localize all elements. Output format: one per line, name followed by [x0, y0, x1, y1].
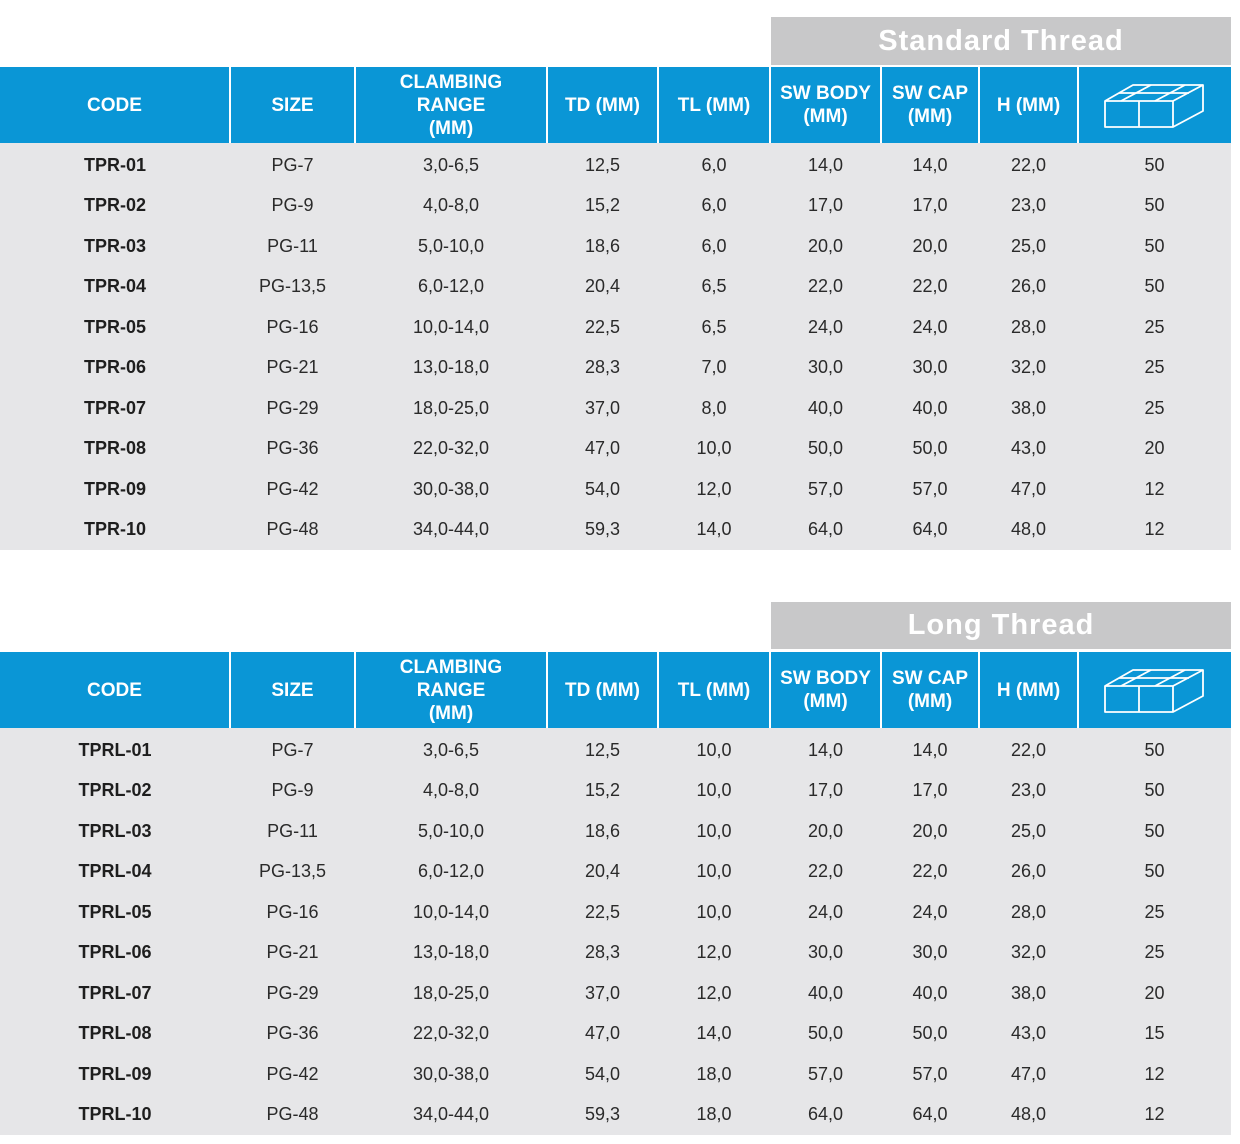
- table-row: [0, 1014, 1231, 1055]
- tl-cell: 10,0: [696, 820, 732, 841]
- sw-body-cell: 14,0: [807, 154, 844, 175]
- column-header-size: SIZE: [230, 652, 355, 728]
- size-cell: PG-9: [271, 780, 314, 801]
- column-header-package: [1078, 652, 1231, 728]
- table-body: [0, 728, 1231, 1135]
- spec-table: [0, 652, 1231, 1135]
- h-cell: 25,0: [1010, 235, 1047, 256]
- td-cell: 59,3: [584, 1104, 621, 1125]
- h-cell: 48,0: [1010, 1104, 1047, 1125]
- td-cell: 37,0: [584, 397, 621, 418]
- sw-cap-cell: 22,0: [912, 276, 948, 297]
- size-cell: PG-29: [266, 397, 319, 418]
- quantity-cell: 25: [1144, 901, 1165, 922]
- table-row: [0, 933, 1231, 974]
- tl-cell: 10,0: [696, 780, 732, 801]
- tl-cell: 6,0: [701, 154, 727, 175]
- column-header-tl: TL (MM): [658, 67, 770, 143]
- range-cell: 13,0-18,0: [412, 357, 490, 378]
- range-cell: 22,0-32,0: [412, 438, 490, 459]
- tl-cell: 8,0: [701, 397, 727, 418]
- size-cell: PG-13,5: [258, 861, 327, 882]
- column-header-size: SIZE: [230, 67, 355, 143]
- tl-cell: 10,0: [696, 861, 732, 882]
- column-header-code: CODE: [0, 67, 230, 143]
- sw-body-cell: 64,0: [807, 519, 844, 540]
- tl-cell: 12,0: [696, 942, 732, 963]
- range-cell: 5,0-10,0: [417, 235, 485, 256]
- tl-cell: 12,0: [696, 478, 732, 499]
- code-cell: TPRL-08: [78, 1023, 152, 1044]
- table-row: [0, 307, 1231, 348]
- quantity-cell: 50: [1144, 739, 1165, 760]
- table-row: [0, 892, 1231, 933]
- quantity-cell: 25: [1144, 397, 1165, 418]
- sw-body-cell: 57,0: [807, 478, 844, 499]
- column-header-td: TD (MM): [547, 67, 658, 143]
- tl-cell: 14,0: [696, 519, 732, 540]
- code-cell: TPR-04: [83, 276, 146, 297]
- header-row: [0, 67, 1231, 143]
- sw-cap-cell: 22,0: [912, 861, 948, 882]
- table-row: [0, 811, 1231, 852]
- table-row: [0, 728, 1231, 771]
- range-cell: 3,0-6,5: [422, 154, 480, 175]
- section-title: Long Thread: [771, 602, 1231, 649]
- sw-cap-cell: 57,0: [912, 1063, 948, 1084]
- code-cell: TPR-06: [83, 357, 146, 378]
- range-cell: 10,0-14,0: [412, 901, 490, 922]
- size-cell: PG-16: [266, 316, 319, 337]
- h-cell: 22,0: [1010, 154, 1047, 175]
- h-cell: 38,0: [1010, 982, 1047, 1003]
- sw-body-cell: 17,0: [807, 780, 844, 801]
- size-cell: PG-36: [266, 1023, 319, 1044]
- quantity-cell: 15: [1144, 1023, 1165, 1044]
- sw-body-cell: 24,0: [807, 316, 844, 337]
- column-header-range: CLAMBING RANGE (MM): [355, 652, 547, 728]
- spec-table: [0, 67, 1231, 550]
- tl-cell: 10,0: [696, 739, 732, 760]
- sw-body-cell: 20,0: [807, 235, 844, 256]
- sw-cap-cell: 24,0: [912, 316, 948, 337]
- sw-cap-cell: 57,0: [912, 478, 948, 499]
- tl-cell: 7,0: [701, 357, 727, 378]
- sw-body-cell: 40,0: [807, 982, 844, 1003]
- td-cell: 15,2: [584, 780, 621, 801]
- sw-body-cell: 57,0: [807, 1063, 844, 1084]
- size-cell: PG-7: [271, 739, 314, 760]
- range-cell: 18,0-25,0: [412, 397, 490, 418]
- code-cell: TPRL-07: [78, 982, 152, 1003]
- h-cell: 48,0: [1010, 519, 1047, 540]
- column-header-h: H (MM): [979, 67, 1078, 143]
- tl-cell: 18,0: [696, 1104, 732, 1125]
- column-header-sw-cap: SW CAP (MM): [881, 652, 979, 728]
- size-cell: PG-11: [267, 820, 318, 841]
- size-cell: PG-29: [266, 982, 319, 1003]
- quantity-cell: 50: [1144, 154, 1165, 175]
- column-header-sw-cap: SW CAP (MM): [881, 67, 979, 143]
- boxes-icon: [1103, 666, 1207, 714]
- td-cell: 20,4: [584, 276, 621, 297]
- h-cell: 26,0: [1010, 861, 1047, 882]
- quantity-cell: 12: [1144, 1104, 1165, 1125]
- td-cell: 22,5: [584, 901, 621, 922]
- quantity-cell: 25: [1144, 357, 1165, 378]
- table-row: [0, 469, 1231, 510]
- code-cell: TPRL-04: [78, 861, 152, 882]
- quantity-cell: 25: [1144, 316, 1165, 337]
- column-header-h: H (MM): [979, 652, 1078, 728]
- h-cell: 25,0: [1010, 820, 1047, 841]
- h-cell: 26,0: [1010, 276, 1047, 297]
- range-cell: 3,0-6,5: [422, 739, 480, 760]
- table-row: [0, 1054, 1231, 1095]
- sw-body-cell: 40,0: [807, 397, 844, 418]
- sw-cap-cell: 64,0: [912, 519, 948, 540]
- sw-cap-cell: 17,0: [912, 195, 948, 216]
- range-cell: 4,0-8,0: [422, 780, 480, 801]
- sw-body-cell: 30,0: [807, 357, 844, 378]
- quantity-cell: 25: [1144, 942, 1165, 963]
- quantity-cell: 20: [1144, 438, 1165, 459]
- code-cell: TPRL-01: [78, 739, 152, 760]
- code-cell: TPRL-09: [78, 1063, 152, 1084]
- section-title: Standard Thread: [771, 17, 1231, 65]
- table-row: [0, 226, 1231, 267]
- sw-cap-cell: 14,0: [912, 154, 948, 175]
- table-row: [0, 771, 1231, 812]
- sw-cap-cell: 20,0: [912, 820, 948, 841]
- h-cell: 38,0: [1010, 397, 1047, 418]
- td-cell: 18,6: [584, 235, 621, 256]
- sw-cap-cell: 30,0: [912, 357, 948, 378]
- column-header-code: CODE: [0, 652, 230, 728]
- h-cell: 47,0: [1010, 478, 1047, 499]
- sw-body-cell: 22,0: [807, 861, 844, 882]
- quantity-cell: 50: [1144, 276, 1165, 297]
- h-cell: 43,0: [1010, 1023, 1047, 1044]
- column-header-tl: TL (MM): [658, 652, 770, 728]
- range-cell: 34,0-44,0: [412, 1104, 490, 1125]
- h-cell: 32,0: [1010, 357, 1047, 378]
- size-cell: PG-36: [266, 438, 319, 459]
- range-cell: 6,0-12,0: [417, 861, 485, 882]
- quantity-cell: 12: [1144, 478, 1165, 499]
- sw-cap-cell: 50,0: [912, 438, 948, 459]
- size-cell: PG-13,5: [258, 276, 327, 297]
- sw-cap-cell: 24,0: [912, 901, 948, 922]
- quantity-cell: 12: [1144, 519, 1165, 540]
- h-cell: 22,0: [1010, 739, 1047, 760]
- code-cell: TPRL-06: [78, 942, 152, 963]
- tl-cell: 14,0: [696, 1023, 732, 1044]
- quantity-cell: 50: [1144, 195, 1165, 216]
- table-row: [0, 388, 1231, 429]
- table-row: [0, 348, 1231, 389]
- h-cell: 23,0: [1010, 780, 1047, 801]
- sw-body-cell: 22,0: [807, 276, 844, 297]
- table-row: [0, 186, 1231, 227]
- sw-cap-cell: 20,0: [912, 235, 948, 256]
- size-cell: PG-21: [266, 942, 319, 963]
- range-cell: 6,0-12,0: [417, 276, 485, 297]
- code-cell: TPR-02: [83, 195, 146, 216]
- code-cell: TPR-03: [83, 235, 146, 256]
- sw-cap-cell: 14,0: [912, 739, 948, 760]
- td-cell: 20,4: [584, 861, 621, 882]
- table-row: [0, 267, 1231, 308]
- sw-cap-cell: 50,0: [912, 1023, 948, 1044]
- range-cell: 34,0-44,0: [412, 519, 490, 540]
- tl-cell: 18,0: [696, 1063, 732, 1084]
- table-row: [0, 973, 1231, 1014]
- range-cell: 13,0-18,0: [412, 942, 490, 963]
- tl-cell: 6,5: [701, 316, 727, 337]
- td-cell: 18,6: [584, 820, 621, 841]
- tl-cell: 6,5: [701, 276, 727, 297]
- td-cell: 12,5: [584, 739, 621, 760]
- sw-body-cell: 50,0: [807, 1023, 844, 1044]
- sw-body-cell: 17,0: [807, 195, 844, 216]
- size-cell: PG-16: [266, 901, 319, 922]
- h-cell: 28,0: [1010, 316, 1047, 337]
- code-cell: TPR-09: [83, 478, 146, 499]
- h-cell: 47,0: [1010, 1063, 1047, 1084]
- h-cell: 23,0: [1010, 195, 1047, 216]
- quantity-cell: 50: [1144, 820, 1165, 841]
- code-cell: TPR-07: [83, 397, 146, 418]
- boxes-icon: [1103, 81, 1207, 129]
- sw-cap-cell: 40,0: [912, 397, 948, 418]
- h-cell: 32,0: [1010, 942, 1047, 963]
- code-cell: TPRL-10: [78, 1104, 152, 1125]
- range-cell: 10,0-14,0: [412, 316, 490, 337]
- code-cell: TPRL-02: [78, 780, 152, 801]
- range-cell: 4,0-8,0: [422, 195, 480, 216]
- column-header-sw-body: SW BODY (MM): [770, 67, 881, 143]
- code-cell: TPRL-05: [78, 901, 152, 922]
- h-cell: 43,0: [1010, 438, 1047, 459]
- code-cell: TPR-10: [83, 519, 146, 540]
- tl-cell: 10,0: [696, 901, 732, 922]
- range-cell: 30,0-38,0: [412, 1063, 490, 1084]
- size-cell: PG-21: [266, 357, 319, 378]
- header-row: [0, 652, 1231, 728]
- quantity-cell: 50: [1144, 861, 1165, 882]
- column-header-sw-body: SW BODY (MM): [770, 652, 881, 728]
- td-cell: 37,0: [584, 982, 621, 1003]
- td-cell: 54,0: [584, 478, 621, 499]
- tl-cell: 10,0: [696, 438, 732, 459]
- table-row: [0, 1095, 1231, 1136]
- range-cell: 18,0-25,0: [412, 982, 490, 1003]
- range-cell: 30,0-38,0: [412, 478, 490, 499]
- size-cell: PG-48: [266, 519, 319, 540]
- code-cell: TPR-05: [83, 316, 146, 337]
- sw-body-cell: 30,0: [807, 942, 844, 963]
- code-cell: TPRL-03: [78, 820, 152, 841]
- td-cell: 12,5: [584, 154, 621, 175]
- sw-cap-cell: 30,0: [912, 942, 948, 963]
- column-header-td: TD (MM): [547, 652, 658, 728]
- tl-cell: 6,0: [701, 195, 727, 216]
- column-header-range: CLAMBING RANGE (MM): [355, 67, 547, 143]
- size-cell: PG-48: [266, 1104, 319, 1125]
- quantity-cell: 12: [1144, 1063, 1165, 1084]
- code-cell: TPR-01: [83, 154, 146, 175]
- td-cell: 54,0: [584, 1063, 621, 1084]
- td-cell: 28,3: [584, 357, 621, 378]
- td-cell: 22,5: [584, 316, 621, 337]
- quantity-cell: 50: [1144, 780, 1165, 801]
- sw-cap-cell: 64,0: [912, 1104, 948, 1125]
- table-row: [0, 429, 1231, 470]
- size-cell: PG-7: [271, 154, 314, 175]
- sw-body-cell: 64,0: [807, 1104, 844, 1125]
- sw-cap-cell: 17,0: [912, 780, 948, 801]
- sw-body-cell: 24,0: [807, 901, 844, 922]
- size-cell: PG-9: [271, 195, 314, 216]
- table-body: [0, 143, 1231, 550]
- tl-cell: 12,0: [696, 982, 732, 1003]
- sw-body-cell: 20,0: [807, 820, 844, 841]
- table-row: [0, 852, 1231, 893]
- h-cell: 28,0: [1010, 901, 1047, 922]
- sw-cap-cell: 40,0: [912, 982, 948, 1003]
- size-cell: PG-11: [267, 235, 318, 256]
- column-header-package: [1078, 67, 1231, 143]
- size-cell: PG-42: [266, 478, 319, 499]
- td-cell: 59,3: [584, 519, 621, 540]
- quantity-cell: 20: [1144, 982, 1165, 1003]
- table-row: [0, 510, 1231, 551]
- code-cell: TPR-08: [83, 438, 146, 459]
- td-cell: 47,0: [584, 438, 621, 459]
- table-row: [0, 143, 1231, 186]
- sw-body-cell: 14,0: [807, 739, 844, 760]
- size-cell: PG-42: [266, 1063, 319, 1084]
- tl-cell: 6,0: [701, 235, 727, 256]
- td-cell: 28,3: [584, 942, 621, 963]
- td-cell: 47,0: [584, 1023, 621, 1044]
- range-cell: 5,0-10,0: [417, 820, 485, 841]
- range-cell: 22,0-32,0: [412, 1023, 490, 1044]
- sw-body-cell: 50,0: [807, 438, 844, 459]
- quantity-cell: 50: [1144, 235, 1165, 256]
- td-cell: 15,2: [584, 195, 621, 216]
